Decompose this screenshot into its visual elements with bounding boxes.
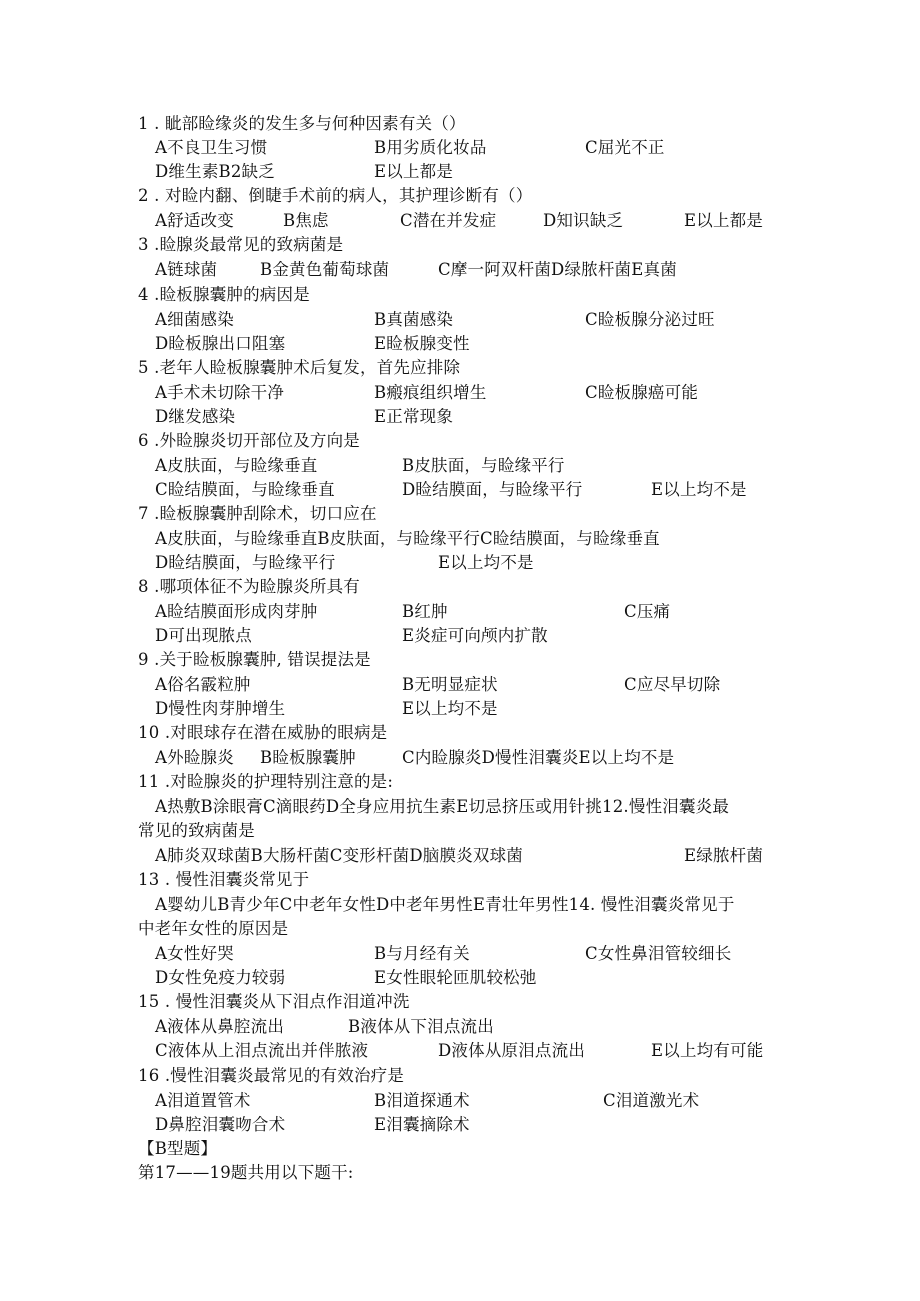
option: D睑结膜面，与睑缘平行 [155,553,336,572]
option: A皮肤面，与睑缘垂直 [155,456,318,475]
option: D液体从原泪点流出 [438,1041,586,1060]
option: B真菌感染 [374,310,454,329]
shared-stem: 第17——19题共用以下题干: [138,1163,354,1182]
question-11: 11 .对睑腺炎的护理特别注意的是: [138,772,394,791]
question-7: 7 .睑板腺囊肿刮除术，切口应在 [138,504,377,523]
option: A链球菌 [155,260,218,279]
option: E以上均不是 [438,553,534,572]
option: B液体从下泪点流出 [348,1017,494,1036]
option: B用劣质化妆品 [374,138,487,157]
option: A俗名霰粒肿 [155,675,251,694]
option: A舒适改变 [155,211,234,230]
question-15: 15 . 慢性泪囊炎从下泪点作泪道冲洗 [138,992,410,1011]
question-14-cont: 中老年女性的原因是 [138,919,289,938]
option: C泪道激光术 [603,1091,700,1110]
option: B睑板腺囊肿 [260,748,356,767]
option: C睑板腺癌可能 [585,383,699,402]
option: A手术未切除干净 [155,383,285,402]
question-6: 6 .外睑腺炎切开部位及方向是 [138,431,360,450]
option: A婴幼儿B青少年C中老年女性D中老年男性E青壮年男性14. 慢性泪囊炎常见于 [155,895,735,914]
question-5: 5 .老年人睑板腺囊肿术后复发，首先应排除 [138,358,461,377]
question-8: 8 .哪项体征不为睑腺炎所具有 [138,577,360,596]
option: B红肿 [402,602,448,621]
question-2: 2 . 对睑内翻、倒睫手术前的病人，其护理诊断有（） [138,186,533,205]
option: C睑板腺分泌过旺 [585,310,715,329]
option: C内睑腺炎D慢性泪囊炎E以上均不是 [402,748,675,767]
option: A肺炎双球菌B大肠杆菌C变形杆菌D脑膜炎双球菌 [155,846,523,865]
question-13: 13 . 慢性泪囊炎常见于 [138,870,310,889]
option: B无明显症状 [402,675,498,694]
option: C屈光不正 [585,138,665,157]
option: A外睑腺炎 [155,748,234,767]
option: A细菌感染 [155,310,234,329]
option: C液体从上泪点流出并伴脓液 [155,1041,369,1060]
option: C应尽早切除 [624,675,721,694]
option: B与月经有关 [374,944,470,963]
question-3: 3 .睑腺炎最常见的致病菌是 [138,235,344,254]
question-9: 9 .关于睑板腺囊肿, 错误提法是 [138,650,371,669]
question-10: 10 .对眼球存在潜在威胁的眼病是 [138,723,388,742]
option: B泪道探通术 [374,1091,470,1110]
option: B焦虑 [283,211,329,230]
option: C压痛 [624,602,671,621]
option: D可出现脓点 [155,626,252,645]
option: A泪道置管术 [155,1091,251,1110]
option: C女性鼻泪管较细长 [585,944,732,963]
option: D睑结膜面，与睑缘平行 [402,480,583,499]
option: D睑板腺出口阻塞 [155,334,286,353]
option: B皮肤面，与睑缘平行 [402,456,565,475]
option: D鼻腔泪囊吻合术 [155,1115,286,1134]
question-4: 4 .睑板腺囊肿的病因是 [138,285,310,304]
option: A不良卫生习惯 [155,138,268,157]
option: E女性眼轮匝肌较松弛 [374,968,537,987]
option: C摩一阿双杆菌D绿脓杆菌E真菌 [438,260,677,279]
option: A皮肤面，与睑缘垂直B皮肤面，与睑缘平行C睑结膜面，与睑缘垂直 [155,529,660,548]
option: A女性好哭 [155,944,234,963]
option: A睑结膜面形成肉芽肿 [155,602,318,621]
option: D维生素B2缺乏 [155,162,275,181]
question-16: 16 .慢性泪囊炎最常见的有效治疗是 [138,1066,405,1085]
section-heading-b: 【B型题】 [138,1139,218,1158]
question-1: 1 . 眦部睑缘炎的发生多与何种因素有关（） [138,114,466,133]
option: E正常现象 [374,407,454,426]
option: C潜在并发症 [400,211,497,230]
option: E以上均有可能 [651,1041,764,1060]
option: A热敷B涂眼膏C滴眼药D全身应用抗生素E切忌挤压或用针挑12.慢性泪囊炎最 [155,797,730,816]
option: E泪囊摘除术 [374,1115,470,1134]
option: E以上都是 [684,211,764,230]
option: C睑结膜面，与睑缘垂直 [155,480,335,499]
option: E以上均不是 [402,699,498,718]
option: A液体从鼻腔流出 [155,1017,285,1036]
option: E绿脓杆菌 [684,846,764,865]
option: D慢性肉芽肿增生 [155,699,286,718]
option: D知识缺乏 [543,211,624,230]
option: D女性免疫力较弱 [155,968,286,987]
option: D继发感染 [155,407,236,426]
option: B金黄色葡萄球菌 [260,260,390,279]
question-12-cont: 常见的致病菌是 [138,821,255,840]
option: E以上均不是 [651,480,747,499]
option: E睑板腺变性 [374,334,470,353]
option: E炎症可向颅内扩散 [402,626,548,645]
option: B瘢痕组织增生 [374,383,487,402]
option: E以上都是 [374,162,454,181]
